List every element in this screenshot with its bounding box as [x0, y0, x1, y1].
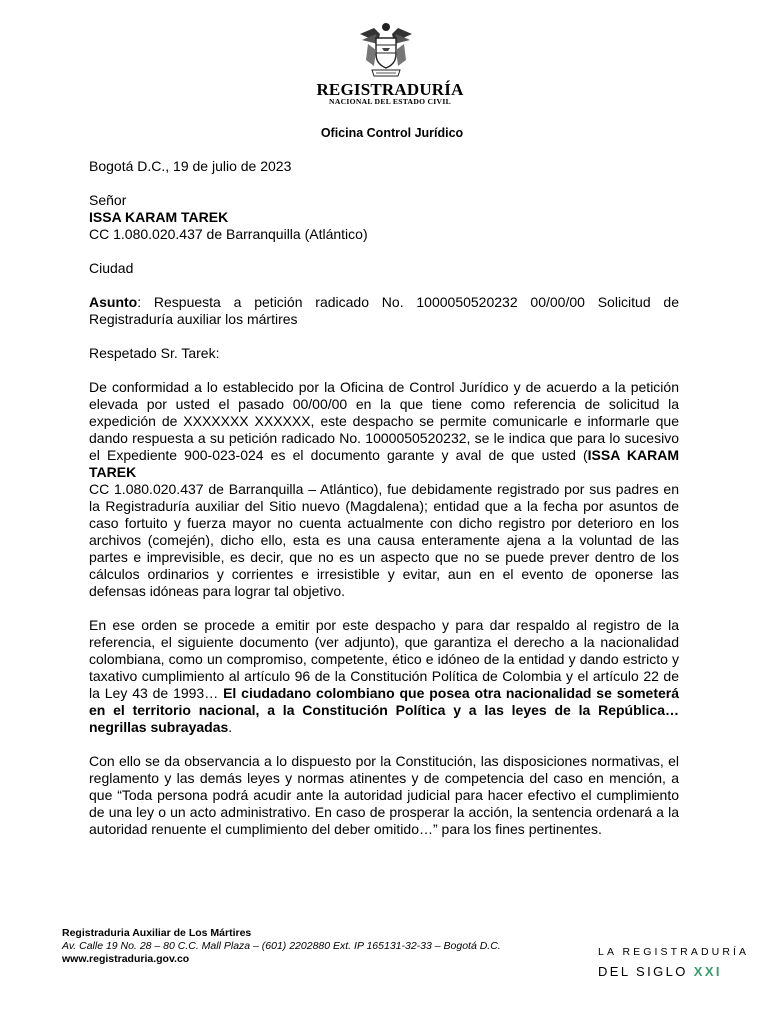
- paragraph-1-text: De conformidad a lo establecido por la Oficina de Control Jurídico y de acuerdo a la petición elevada por usted el pasado 00/00/00 en la que tiene como referencia de solicitud la expedición de XXXXXXX XXXXXX, este despacho se permite comunicarle e informarle que dando respuesta a su petición radicado No. 1000050520232, se le indica que para lo sucesivo el Expediente 900-023-024 es el documento garante y aval de que usted (: [89, 379, 679, 463]
- brand-subtitle: NACIONAL DEL ESTADO CIVIL: [329, 97, 451, 106]
- recipient-id: CC 1.080.020.437 de Barranquilla (Atlántico): [89, 226, 368, 242]
- tagline-top: LA REGISTRADURÍA: [598, 946, 750, 958]
- coat-of-arms-icon: [356, 20, 416, 82]
- footer-website-link[interactable]: www.registraduria.gov.co: [62, 953, 190, 965]
- subject-label: Asunto: [89, 294, 138, 310]
- city: Ciudad: [89, 260, 134, 276]
- paragraph-1-intro: [89, 379, 679, 481]
- paragraph-2: [89, 617, 679, 736]
- footer-address: Av. Calle 19 No. 28 – 80 C.C. Mall Plaza – (601) 2202880 Ext. IP 165131-32-33 – Bogotá D.C.: [62, 940, 501, 952]
- footer: [62, 927, 501, 966]
- paragraph-2-end: .: [228, 719, 233, 735]
- tagline-xxi: XXI: [693, 964, 722, 979]
- paragraph-2-text: En ese orden se procede a emitir por este despacho y para dar respaldo al registro de la referencia, el siguiente documento (ver adjunto), que garantiza el derecho a la nacionalidad colombiana, como un compromiso, competente, ético e idóneo de la entidad y dando estricto y taxativo cumplimiento al artículo 96 de la Constitución Política de Colombia y el artículo 22 de la Ley 43 de 1993…: [89, 617, 679, 701]
- office-title: Oficina Control Jurídico: [320, 126, 464, 140]
- paragraph-3: Con ello se da observancia a lo dispuesto por la Constitución, las disposiciones normativas, el reglamento y las demás leyes y normas atinentes y de competencia del caso en mención, a que “Toda persona podrá acudir ante la autoridad judicial para hacer efectivo el cumplimiento de una ley o un acto administrativo. En caso de prosperar la acción, la sentencia ordenará a la autoridad renuente el cumplimiento del deber omitido…” para los fines pertinentes.: [89, 753, 679, 837]
- paragraph-2-bold: El ciudadano colombiano que posea otra nacionalidad se someterá en el territorio nacional, a la Constitución Política y a las leyes de la República…negrillas subrayadas: [89, 685, 680, 735]
- recipient-name: ISSA KARAM TAREK: [89, 209, 229, 225]
- salutation-title: Señor: [89, 192, 127, 208]
- subject-line: [89, 294, 679, 328]
- tagline-bottom: [598, 963, 728, 980]
- tagline-logo: [598, 946, 750, 980]
- paragraph-1-body: CC 1.080.020.437 de Barranquilla – Atlántico), fue debidamente registrado por sus padres en la Registraduría auxiliar del Sitio nuevo (Magdalena); entidad que a la fecha por asuntos de caso fortuito y fuerza mayor no cuenta actualmente con dicho registro por deterioro en los archivos (comején), dicho ello, esta es una causa enteramente ajena a la voluntad de las partes e imprevisible, es decir, que no es un aspecto que no se puede prever dentro de los cálculos ordinarios y corrientes e irresistible y evitar, aun en el evento de oponerse las defensas idóneas para lograr tal objetivo.: [89, 481, 679, 599]
- date-line: Bogotá D.C., 19 de julio de 2023: [89, 158, 292, 174]
- tagline-bottom-text: DEL SIGLO: [598, 964, 688, 979]
- paragraph-1-name: ISSA KARAM TAREK: [89, 447, 679, 480]
- brand-title: REGISTRADURÍA: [316, 80, 464, 99]
- footer-office-name: Registraduria Auxiliar de Los Mártires: [62, 927, 252, 939]
- greeting: Respetado Sr. Tarek:: [89, 345, 220, 361]
- subject-text: : Respuesta a petición radicado No. 1000050520232 00/00/00 Solicitud de Registraduría auxiliar los mártires: [89, 294, 679, 327]
- letter-body: [89, 158, 679, 838]
